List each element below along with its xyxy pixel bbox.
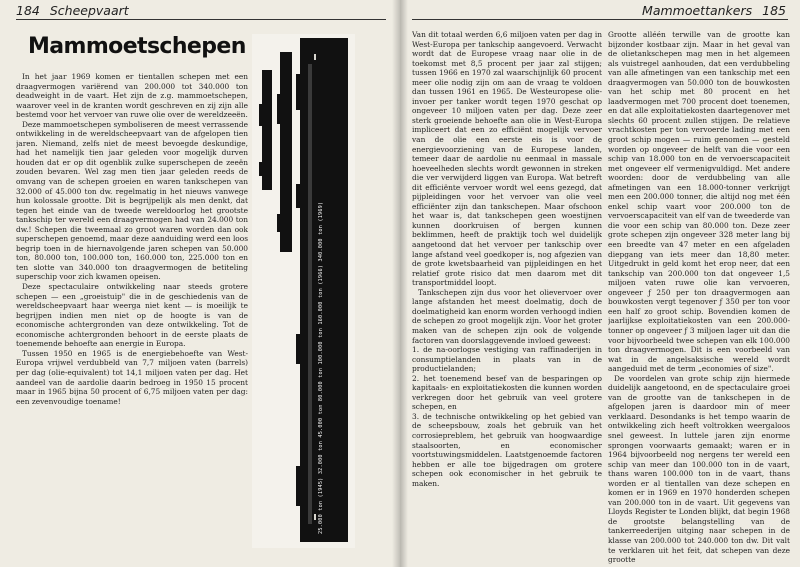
tanker-size-plate — [252, 34, 355, 548]
plate-caption-text: 25.000 ton (1945) 32.000 ton 45.000 ton 80.000 ton 100.000 ton 160.000 ton (1966) 340.000 ton (1969) — [318, 201, 324, 534]
left-header-rule — [16, 19, 386, 20]
right-running-head — [642, 3, 786, 18]
left-col1-paragraph: Deze mammoetschepen symboliseren de meest verrassende ontwikkeling in de wereldscheepvaart van de afgelopen tien jaren. Niemand, zelfs niet de meest bevoegde deskundige, had het namelijk tien jaar geleden voor mogelijk durven houden dat er op dit ogenblik zulke superschepen de zeeën zouden bevaren. Wel zag men tien jaar geleden reeds de omvang van de schepen groeien en waren tankschepen van 32.000 of 45.000 ton dw. regelmatig in het nieuws vanwege hun kolossale grootte. Dit is begrijpelijk als men denkt, dat tegen het einde van de tweede wereldoorlog het grootste tankschip ter wereld een draagvermogen had van 24.000 ton dw.! Schepen die tweemaal zo groot waren worden dan ook superschepen genoemd, maar deze aanduiding werd een loos begrip toen in de hiernavolgende jaren schepen van 50.000 ton, 80.000 ton, 100.000 ton, 160.000 ton, 225.000 ton en ten slotte van 340.000 ton draagvermogen de betiteling superschip voor zich kwamen opeisen. — [16, 119, 248, 282]
left-running-head — [16, 3, 129, 18]
plate-caption — [306, 201, 326, 534]
article-title: Mammoetschepen — [28, 34, 246, 59]
left-col1-paragraph: Tussen 1950 en 1965 is de energiebehoefte van West-Europa vrijwel verdubbeld van 7,7 miljoen vaten (barrels) per dag (olie-equivalent) tot 14,1 miljoen vaten per dag. Het aandeel van de aardolie daarin bedroeg in 1950 15 procent maar in 1965 bijna 50 procent of 6,75 miljoen vaten per dag: een zevenvoudige toename! — [16, 348, 248, 406]
tanker-silhouettes-image — [252, 34, 355, 548]
left-col1-paragraph: Deze spectaculaire ontwikkeling naar steeds grotere schepen — een „groeistuip" die in de geschiedenis van de wereldscheepvaart haar weerga niet kent — is moeilijk te begrijpen indien men niet op de hoogte is van de economische achtergronden van deze ontwikkeling. Tot de economische achtergronden behoort in de eerste plaats de toenemende behoefte aan energie in Europa. — [16, 282, 248, 349]
right-column-2 — [608, 30, 790, 564]
tanker-silhouette-medium — [277, 52, 292, 252]
right-col3-paragraph: De voordelen van grote schip zijn hiermede duidelijk aangetoond, en de spectaculaire groei van de grootte van de tankschepen in de afgelopen jaren is daardoor min of meer verklaard. Desondanks is het tempo waarin de ontwikkeling zich heeft voltrokken weergaloos snel geweest. In luttele jaren zijn enorme sprongen voorwaarts gemaakt; waren er in 1964 bijvoorbeeld nog nergens ter wereld een schip van meer dan 100.000 ton in de vaart, thans waren 100.000 ton in de vaart, thans worden er al tientallen van deze schepen en komen er in 1969 en 1970 honderden schepen van 200.000 ton in de vaart. Uit gegevens van Lloyds Register te Londen blijkt, dat begin 1968 de grootste belangstelling van de tankerreederijen uitging naar schepen in de klasse van 200.000 tot 240.000 ton dw. Dit valt te verklaren uit het feit, dat schepen van deze grootte — [608, 373, 790, 564]
right-page-number: 185 — [762, 3, 786, 18]
right-header-rule — [412, 19, 788, 20]
right-col1-list-item: 2. het toenemend besef van de besparingen op kapitaals- en exploitatiekosten die kunnen worden verkregen door het gebruik van veel grotere schepen, en — [412, 373, 602, 412]
left-section-title: Scheepvaart — [49, 3, 129, 18]
right-col2-paragraph: Grootte alléén terwille van de grootte kan bijzonder kostbaar zijn. Maar in het geval van de olietankschepen mag men in het algemeen als vuistregel aanhouden, dat een verdubbeling van alle afmetingen van een tankschip met een draagvermogen van 50.000 ton de bouwkosten van het schip met 80 procent en het laadvermogen met 700 procent doet toenemen, en dat alle exploitatiekosten daartegenover met slechts 60 procent zullen stijgen. De relatieve vrachtkosten per ton vervoerde lading met een groot schip mogen — ruim genomen — gesteld worden op ongeveer de helft van die voor een schip van 18.000 ton en de vervoerscapaciteit met ongeveer elf vermenigvuldigd. Met andere woorden: door de verdubbeling van alle afmetingen van een 18.000-tonner verkrijgt men een 200.000 tonner, die altijd nog met één enkel schip vaart voor 200.000 ton de vervoerscapaciteit van elf van de tweederde van die voor een schip van 80.000 ton. Deze zeer grote schepen zijn ongeveer 328 meter lang bij een breedte van 47 meter en een afgeladen diepgang van iets meer dan 18,80 meter. Uitgedrukt in geld komt het erop neer, dat een tankschip van 200.000 ton dat ongeveer 1,5 miljoen vaten ruwe olie kan vervoeren, ongeveer ƒ 250 per ton draagvermogen aan bouwkosten vergt tegenover ƒ 350 per ton voor een half zo groot schip. Bovendien komen de jaarlijkse exploitatiekosten van een 200.000-tonner op ongeveer ƒ 3 miljoen lager uit dan die voor bijvoorbeeld twee schepen van elk 100.000 ton draagvermogen. Dit is een voorbeeld van wat in de angelsaksische wereld wordt aangeduid met de term „economies of size". — [608, 30, 790, 374]
tanker-silhouette-small — [259, 70, 272, 190]
right-col1-list-item: 1. de na-oorlogse vestiging van raffinaderijen in consumptielanden in plaats van in de productielanden; — [412, 345, 602, 374]
right-col1-paragraph: Tankschepen zijn dus voor het olievervoer over lange afstanden het meest doelmatig, doch de doelmatigheid kan enorm worden verhoogd indien de schepen zo groot mogelijk zijn. Voor het groter maken van de schepen zijn ook de volgende factoren van doorslaggevende invloed geweest: — [412, 287, 602, 345]
right-col1-list-item: 3. de technische ontwikkeling op het gebied van de scheepsbouw, zoals het gebruik van het corrosiepreblem, het gebruik van hoogwaardige staalsoorten, en economischer voortstuwingsmiddelen. Laatstgenoemde factoren hebben er alle toe bijgedragen om grotere schepen ook economischer in het gebruik te maken. — [412, 411, 602, 488]
left-page-number: 184 — [16, 3, 40, 18]
right-section-title: Mammoettankers — [642, 3, 753, 18]
right-page — [400, 0, 800, 567]
right-col1-paragraph: Van dit totaal werden 6,6 miljoen vaten per dag in West-Europa per tankschip aangevoerd. Verwacht wordt dat de Europese vraag naar olie in de toekomst met 8,5 procent per jaar zal stijgen; tussen 1966 en 1970 zal waarschijnlijk 60 procent meer olie nodig zijn om aan de vraag te voldoen dan tussen 1961 en 1965. De Westeuropese olie-invoer per tanker wordt tegen 1970 geschat op ongeveer 10 miljoen vaten per dag. Deze zeer sterk groeiende behoefte aan olie in West-Europa impliceert dat een zo efficiënt mogelijk vervoer van de olie een eerste eis is voor de energievoorziening van de Europese landen, temeer daar de aardolie nu eenmaal in massale hoeveelheden slechts wordt gewonnen in streken die ver verwijderd liggen van Europa. Wat betreft dit efficiënte vervoer wordt wel eens gezegd, dat pijpleidingen voor het vervoer van olie veel efficiënter zijn dan tankschepen. Maar ofschoon het waar is, dat tankschepen geen woestijnen kunnen doorkruisen of bergen kunnen beklimmen, heeft de praktijk toch wel duidelijk aangetoond dat het vervoer per tankschip over lange afstand veel goedkoper is, nog afgezien van de grote kwetsbaarheid van pijpleidingen en het relatief grote risico dat men daarom met dit transportmiddel loopt. — [412, 30, 602, 288]
right-column-1 — [412, 30, 602, 564]
left-col1-paragraph: In het jaar 1969 komen er tientallen schepen met een draagvermogen variërend van 200.000 tot 340.000 ton deadweight in de vaart. Het zijn de z.g. mammoetschepen, waarover veel in de kranten wordt geschreven en zij zijn alle bestemd voor het vervoer van ruwe olie over de wereldzeeën. — [16, 72, 248, 120]
left-column-1 — [16, 72, 248, 562]
book-gutter — [392, 0, 408, 567]
